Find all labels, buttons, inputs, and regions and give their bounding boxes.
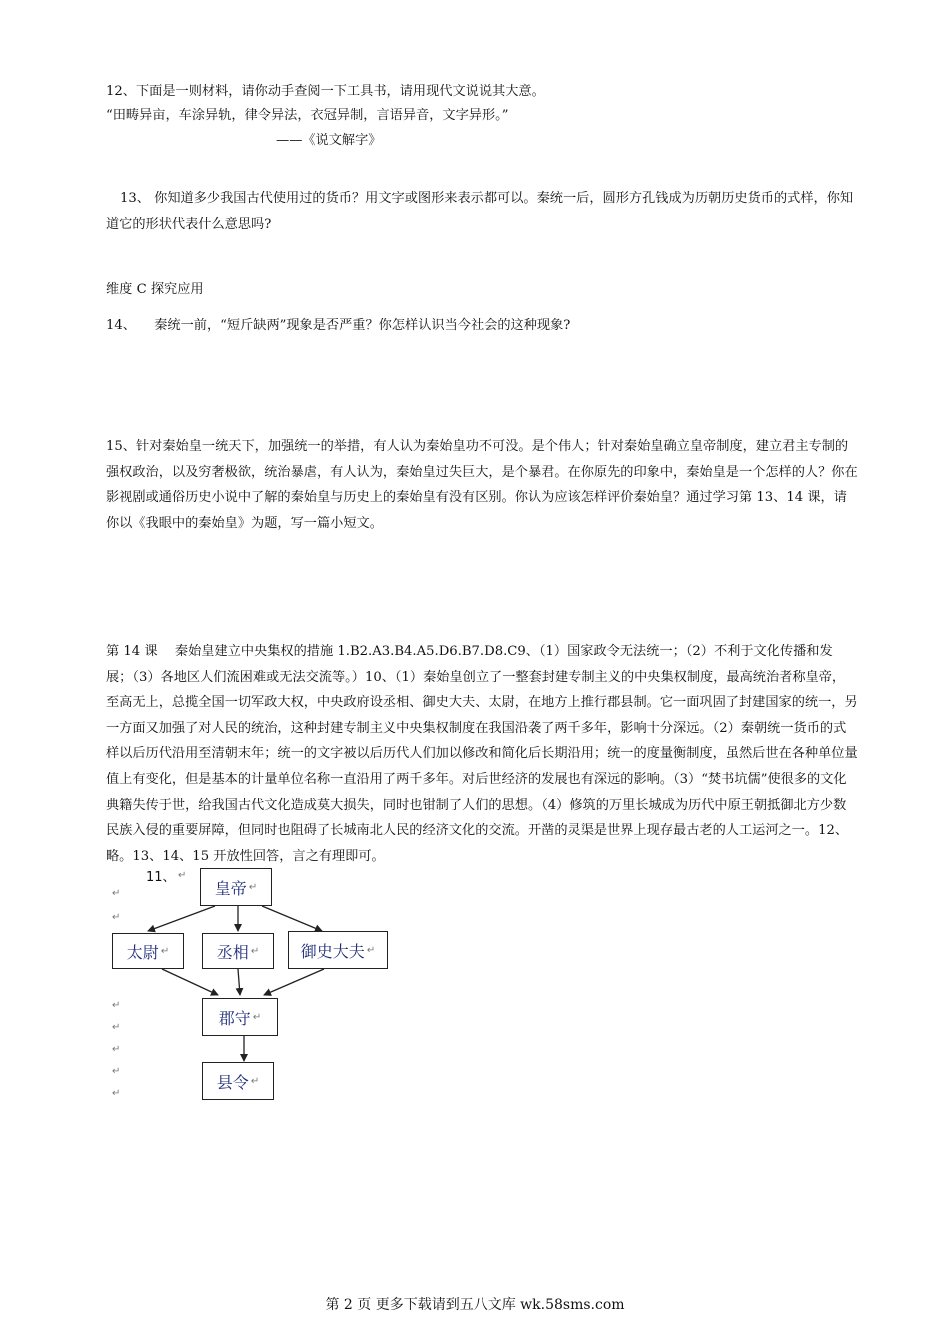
return-mark: ↵ bbox=[248, 881, 258, 893]
return-mark: ↵ bbox=[160, 945, 170, 957]
box-taiwei-label: 太尉 bbox=[126, 942, 159, 962]
diagram-label: 11、 bbox=[146, 870, 176, 885]
box-emperor bbox=[200, 868, 272, 906]
return-mark: ↵ bbox=[250, 1075, 260, 1087]
q15-paragraph: 15、针对秦始皇一统天下，加强统一的举措，有人认为秦始皇功不可没。是个伟人；针对秦始皇确立皇帝制度，建立君主专制的强权政治，以及穷奢极欲，统治暴虐，有人认为，秦始皇过失巨大，是个暴君。在你原先的印象中，秦始皇是一个怎样的人？你在影视剧或通俗历史小说中了解的秦始皇与历史上的秦始皇有没有区别。你认为应该怎样评价秦始皇？通过学习第 13、14 课，请你以《我眼中的秦始皇》为题，写一篇小短文。 bbox=[106, 439, 858, 531]
box-yushidafu-label: 御史大夫 bbox=[300, 941, 365, 961]
return-mark-4: ↵ bbox=[112, 1000, 121, 1011]
return-mark-6: ↵ bbox=[112, 1044, 121, 1055]
return-mark-1: ↵ bbox=[178, 870, 187, 881]
box-xianling bbox=[202, 1062, 274, 1100]
return-mark-3: ↵ bbox=[112, 912, 121, 923]
box-taiwei bbox=[112, 933, 184, 969]
box-chengxiang-label: 丞相 bbox=[216, 942, 249, 962]
return-mark-2: ↵ bbox=[112, 888, 121, 899]
box-xianling-label: 县令 bbox=[216, 1072, 249, 1092]
q13-paragraph: 13、 你知道多少我国古代使用过的货币？用文字或图形来表示都可以。秦统一后，圆形方孔钱成为历朝历史货币的式样，你知道它的形状代表什么意思吗? bbox=[106, 191, 854, 232]
return-mark-8: ↵ bbox=[112, 1088, 121, 1099]
return-mark: ↵ bbox=[250, 945, 260, 957]
page-footer: 第 2 页 更多下载请到五八文库 wk.58sms.com bbox=[325, 1297, 625, 1313]
return-mark: ↵ bbox=[366, 944, 376, 956]
dimension-heading: 维度 C 探究应用 bbox=[106, 282, 204, 297]
return-mark-5: ↵ bbox=[112, 1022, 121, 1033]
return-mark: ↵ bbox=[252, 1011, 262, 1023]
box-chengxiang bbox=[202, 933, 274, 969]
answer-key: 第 14 课 秦始皇建立中央集权的措施 1.B2.A3.B4.A5.D6.B7.D8.C9、（1）国家政令无法统一；（2）不利于文化传播和发展；（3）各地区人们流困难或无法交流等。）10、（1）秦始皇创立了一整套封建专制主义的中央集权制度，最高统治者称皇帝，至高无上，总揽全国一切军政大权，中央政府设丞相、御史大夫、太尉，在地方上推行郡县制。它一面巩固了封建国家的统一，另一方面又加强了对人民的统治，这种封建专制主义中央集权制度在我国沿袭了两千多年，影响十分深远。（2）秦朝统一货币的式样以后历代沿用至清朝末年；统一的文字被以后历代人们加以修改和简化后长期沿用；统一的度量衡制度，虽然后世在各种单位量值上有变化，但是基本的计量单位名称一直沿用了两千多年。对后世经济的发展也有深远的影响。（3）“焚书坑儒”使很多的文化典籍失传于世，给我国古代文化造成莫大损失，同时也钳制了人们的思想。（4）修筑的万里长城成为历代中原王朝抵御北方少数民族入侵的重要屏障，但同时也阻碍了长城南北人民的经济文化的交流。开凿的灵渠是世界上现存最古老的人工运河之一。12、略。13、14、15 开放性回答，言之有理即可。 bbox=[106, 644, 858, 864]
hierarchy-diagram bbox=[100, 862, 400, 1112]
q14-number: 14、 bbox=[106, 318, 136, 333]
q12-source: ——《说文解字》 bbox=[276, 133, 382, 148]
box-junshou bbox=[202, 998, 278, 1036]
arrow-emperor-taiwei bbox=[148, 906, 215, 931]
return-mark-7: ↵ bbox=[112, 1066, 121, 1077]
q14-text: 秦统一前，“短斤缺两”现象是否严重？你怎样认识当今社会的这种现象? bbox=[154, 318, 571, 333]
q12-line: 12、下面是一则材料，请你动手查阅一下工具书，请用现代文说说其大意。 bbox=[106, 84, 545, 99]
arrow-yushidafu-junshou bbox=[264, 969, 324, 995]
arrow-emperor-yushidafu bbox=[262, 906, 322, 931]
box-junshou-label: 郡守 bbox=[218, 1008, 251, 1028]
box-emperor-label: 皇帝 bbox=[214, 878, 247, 898]
q12-quote: “田畴异亩，车涂异轨，律令异法，衣冠异制，言语异音，文字异形。” bbox=[106, 108, 509, 123]
arrow-taiwei-junshou bbox=[162, 969, 218, 995]
q14-question bbox=[106, 316, 570, 336]
box-yushidafu bbox=[288, 931, 388, 969]
arrow-chengxiang-junshou bbox=[238, 969, 240, 995]
